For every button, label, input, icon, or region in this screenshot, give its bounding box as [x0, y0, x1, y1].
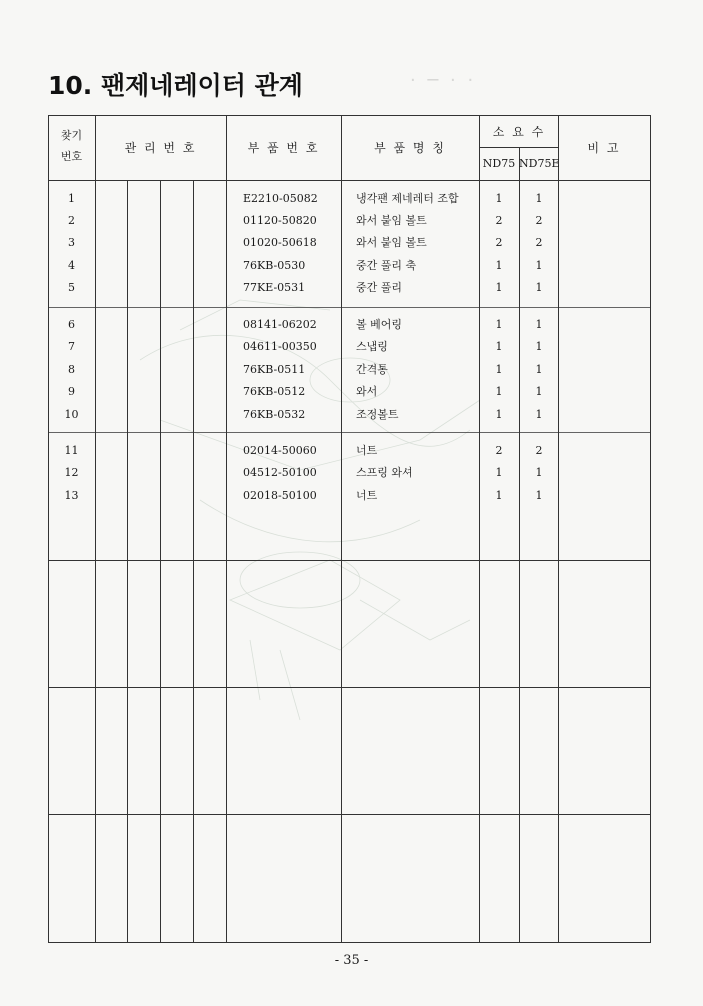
row-find-no: 10: [64, 408, 79, 421]
row-part-no: 76KB-0530: [243, 259, 306, 272]
row-find-no: 7: [68, 340, 75, 353]
row-part-name: 스프링 와셔: [356, 466, 413, 479]
page-title: 10. 팬제네레이터 관계: [48, 71, 303, 100]
row-part-no: 77KE-0531: [243, 281, 306, 294]
row-find-no: 2: [68, 214, 75, 227]
row-find-no: 1: [68, 192, 75, 205]
row-part-name: 조정볼트: [356, 408, 399, 421]
row-qty-nd75: 1: [495, 259, 503, 272]
row-part-no: 01020-50618: [243, 236, 317, 249]
row-qty-nd75: 1: [495, 192, 503, 205]
row-qty-nd75e: 1: [535, 192, 543, 205]
row-qty-nd75e: 2: [535, 236, 543, 249]
row-qty-nd75e: 1: [535, 259, 543, 272]
row-qty-nd75e: 1: [535, 340, 543, 353]
row-qty-nd75e: 1: [535, 408, 543, 421]
row-part-name: 볼 베어링: [356, 318, 403, 331]
row-find-no: 9: [68, 385, 75, 398]
header-part-no: 부 품 번 호: [247, 141, 320, 155]
row-qty-nd75: 2: [495, 444, 503, 457]
row-qty-nd75e: 2: [535, 444, 543, 457]
row-qty-nd75e: 1: [535, 385, 543, 398]
header-find-no: 찾기: [60, 129, 83, 142]
row-qty-nd75e: 2: [535, 214, 543, 227]
header-qty-nd75e: ND75E: [519, 157, 560, 170]
row-part-no: 76KB-0532: [243, 408, 306, 421]
row-find-no: 5: [68, 281, 75, 294]
row-qty-nd75: 1: [495, 318, 503, 331]
row-part-name: 와서: [356, 385, 378, 398]
row-part-name: 와서 붙임 볼트: [356, 236, 427, 249]
row-find-no: 11: [64, 444, 79, 457]
row-qty-nd75: 1: [495, 385, 503, 398]
row-qty-nd75: 1: [495, 489, 503, 502]
row-find-no: 3: [68, 236, 75, 249]
header-qty: 소 요 수: [492, 125, 546, 139]
row-qty-nd75: 2: [495, 214, 503, 227]
row-part-no: 08141-06202: [243, 318, 317, 331]
row-qty-nd75: 1: [495, 408, 503, 421]
row-qty-nd75e: 1: [535, 489, 543, 502]
header-find-no-2: 번호: [60, 150, 83, 163]
row-part-name: 중간 풀리 축: [356, 259, 417, 272]
header-mgmt-no: 관 리 번 호: [124, 141, 197, 155]
row-part-name: 중간 풀리: [356, 281, 403, 294]
row-part-name: 와서 붙임 볼트: [356, 214, 427, 227]
header-part-name: 부 품 명 칭: [374, 141, 446, 155]
row-qty-nd75e: 1: [535, 466, 543, 479]
row-part-name: 간격통: [356, 363, 388, 376]
row-part-no: 04611-00350: [243, 340, 317, 353]
row-part-no: E2210-05082: [243, 192, 318, 205]
row-find-no: 4: [68, 259, 75, 272]
row-qty-nd75: 1: [495, 340, 503, 353]
row-part-no: 76KB-0512: [243, 385, 306, 398]
row-find-no: 13: [64, 489, 79, 502]
row-part-no: 04512-50100: [243, 466, 317, 479]
row-qty-nd75: 1: [495, 466, 503, 479]
row-part-name: 너트: [356, 489, 378, 502]
header-remark: 비 고: [587, 141, 621, 155]
page-number: - 35 -: [334, 953, 369, 968]
row-part-name: 너트: [356, 444, 378, 457]
bleed-through-text: · ─ · ·: [410, 70, 477, 91]
row-part-no: 02018-50100: [243, 489, 317, 502]
header-qty-nd75: ND75: [482, 157, 516, 170]
row-find-no: 6: [68, 318, 75, 331]
row-find-no: 8: [68, 363, 75, 376]
row-part-name: 냉각팬 제네레터 조합: [356, 192, 459, 205]
row-qty-nd75: 1: [495, 281, 503, 294]
row-qty-nd75e: 1: [535, 363, 543, 376]
row-part-no: 02014-50060: [243, 444, 317, 457]
row-part-name: 스냅링: [356, 340, 388, 353]
row-part-no: 01120-50820: [243, 214, 317, 227]
row-part-no: 76KB-0511: [243, 363, 306, 376]
row-qty-nd75: 1: [495, 363, 503, 376]
row-qty-nd75: 2: [495, 236, 503, 249]
row-qty-nd75e: 1: [535, 318, 543, 331]
row-find-no: 12: [64, 466, 79, 479]
row-qty-nd75e: 1: [535, 281, 543, 294]
